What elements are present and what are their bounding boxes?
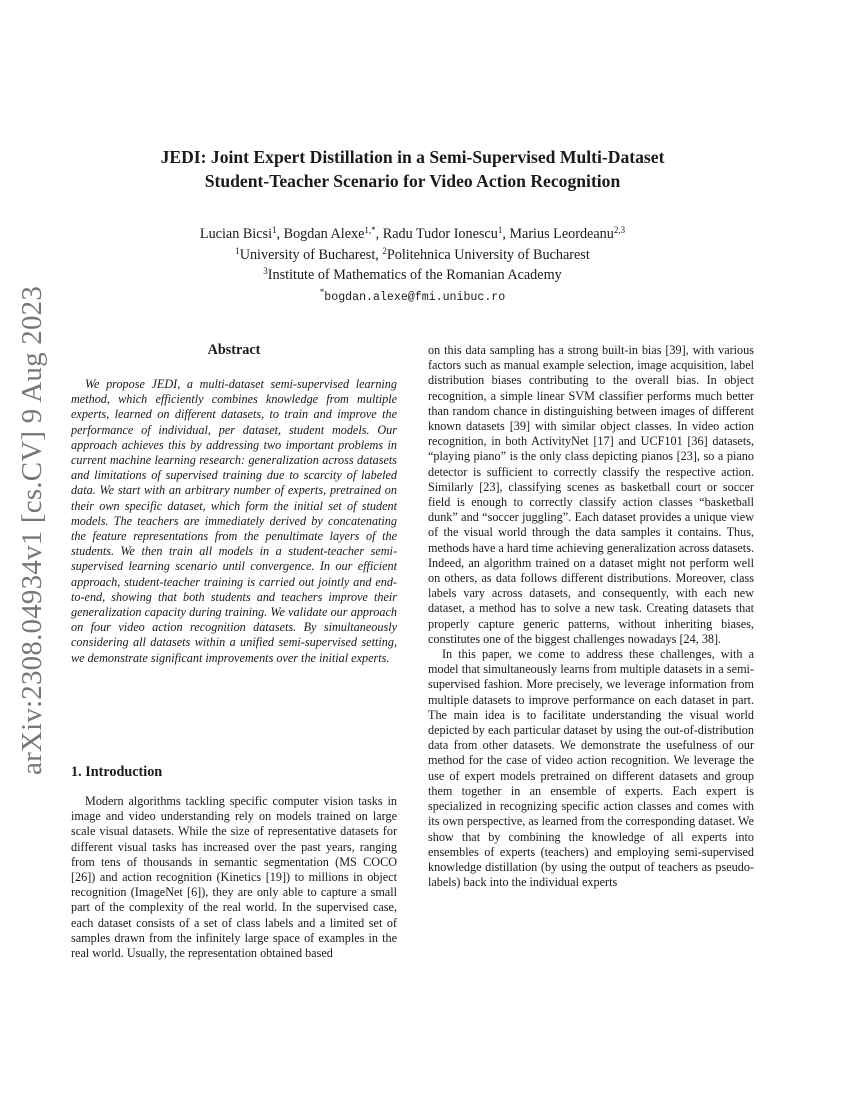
abstract-heading: Abstract (207, 342, 261, 358)
author-name: , Marius Leordeanu (502, 226, 614, 242)
arxiv-identifier-stamp: arXiv:2308.04934v1 [cs.CV] 9 Aug 2023 (16, 285, 48, 775)
affiliation-name: Institute of Mathematics of the Romanian Academy (267, 267, 562, 283)
introduction-paragraph-2: In this paper, we come to address these challenges, with a model that simultaneously learns from multiple datasets in a semi-supervised fashion. More precisely, we leverage information from multiple datasets to improve performance on each dataset in part. The main idea is to facilitate understanding the visual world depicted by each particular dataset by using the out-of-distribution data from other datasets. We demonstrate the usefulness of our method for the case of video action recognition. We leverage the use of expert models pretrained on different datasets and group them together in an ensemble of experts. Each expert is specialized in recognizing specific action classes and comes with its own perspective, as learned from the corresponding dataset. We show that by combining the knowledge of all experts into ensembles of experts (teachers) and employing semi-supervised knowledge distillation (by using the output of teachers as pseudo-labels) back into the individual experts (428, 647, 754, 890)
abstract-paragraph: We propose JEDI, a multi-dataset semi-supervised learning method, which efficiently combines knowledge from multiple experts, learned on different datasets, to train and improve the performance of individual, per dataset, student models. Our approach achieves this by addressing two important problems in current machine learning research: generalization across datasets and limitations of supervised training due to scarcity of labeled data. We start with an arbitrary number of experts, pretrained on their own specific dataset, which form the initial set of student models. The teachers are immediately derived by concatenating the feature representations from the penultimate layers of the students. We then train all models in a student-teacher semi-supervised learning scenario until convergence. In our efficient approach, student-teacher training is carried out jointly and end-to-end, showing that both students and teachers improve their generalization capacity during training. We validate our approach on four video action recognition datasets. By simultaneously considering all datasets within a unified semi-supervised setting, we demonstrate significant improvements over the initial experts. (71, 377, 397, 665)
author-name: , Bogdan Alexe (276, 226, 365, 242)
email-address: bogdan.alexe@fmi.unibuc.ro (324, 290, 506, 304)
email-mark: * (319, 286, 325, 297)
introduction-paragraph-1-continued: on this data sampling has a strong built-in bias [39], with various factors such as manual example selection, image acquisition, label distribution biases contributing to the overall bias. In object recognition, a simple linear SVM classifier performs much better than random chance in distinguishing between images of different known datasets [39] with similar object classes. In video action recognition, in both ActivityNet [17] and UCF101 [36] datasets, “playing piano” is the only class depicting pianos [23], so a piano detector is sufficient to correctly classify the respective action. Similarly [23], classifying scenes as basketball court or soccer field is enough to correctly classify action classes “basketball dunk” and “soccer juggling”. Each dataset provides a unique view of the visual world through the data samples it contains. Thus, methods have a hard time achieving generalization across datasets. Indeed, an algorithm trained on a dataset might not perform well on others, as data follows different distributions. Moreover, class labels vary across datasets, and consequently, with each new dataset, a method has to solve a new task. Creating datasets that properly capture generic patterns, without inheriting biases, constitutes one of the biggest challenges nowadays [24, 38]. (428, 343, 754, 646)
abstract-body (71, 377, 397, 666)
author-affiliation-mark: 2,3 (613, 225, 626, 235)
author-name: Lucian Bicsi (199, 226, 273, 242)
author-affiliation-mark: 1 (272, 225, 277, 235)
corresponding-email (90, 286, 735, 309)
author-affiliation-mark: 1 (497, 225, 503, 235)
affiliation-name: Politehnica University of Bucharest (386, 246, 590, 263)
affiliation-mark: 1 (235, 245, 240, 256)
affiliation-mark: 2 (382, 245, 387, 256)
affiliation-mark: 3 (263, 266, 268, 276)
title-line-1: JEDI: Joint Expert Distillation in a Semi-Supervised Multi-Dataset (160, 147, 665, 167)
author-name: , Radu Tudor Ionescu (375, 226, 498, 242)
introduction-heading: 1. Introduction (71, 764, 163, 780)
affiliation-name: University of Bucharest, (239, 246, 383, 263)
title-line-2: Student-Teacher Scenario for Video Action Recognition (204, 171, 621, 191)
affiliation-line (90, 245, 735, 266)
author-block (90, 224, 735, 308)
paper-title (90, 145, 735, 193)
introduction-paragraph-1: Modern algorithms tackling specific computer vision tasks in image and video understanding rely on models trained on large scale visual datasets. While the size of representative datasets for different visual tasks has increased over the past years, ranging from tens of thousands in semantic segmentation (MS COCO [26]) and action recognition (Kinetics [19]) to millions in object recognition (ImageNet [6]), they are only able to capture a small part of the complexity of the real world. In the supervised case, each dataset consists of a set of class labels and a limited set of samples drawn from the infinitely large space of examples in the real world. Usually, the representation obtained based (71, 794, 397, 961)
affiliation-line (90, 265, 735, 286)
introduction-left-column (71, 794, 397, 961)
right-column (428, 343, 754, 890)
author-affiliation-mark: 1,* (364, 225, 376, 235)
author-list (90, 224, 735, 245)
